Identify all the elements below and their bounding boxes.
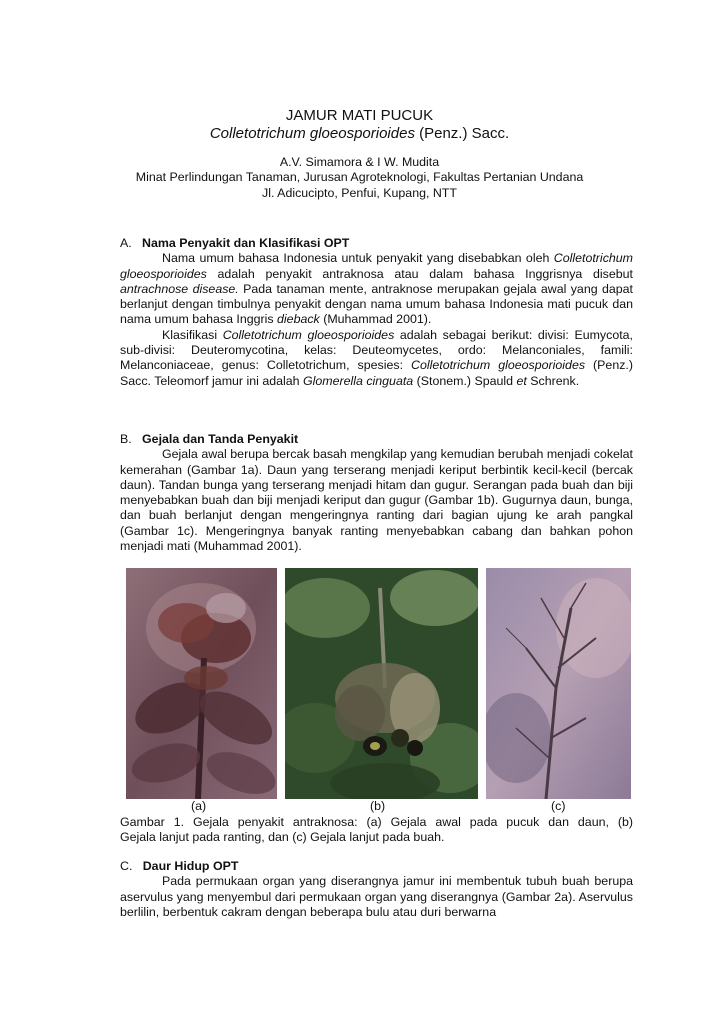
section-c-paragraph-1: Pada permukaan organ yang diserangnya jamur ini membentuk tubuh buah berupa aservulus yang menyembul dari permukaan organ yang diserangnya (Gambar 2a). Aservulus berlilin, berbentuk cakram dengan beberapa bulu atau duri berwarna xyxy=(120,874,633,919)
section-c-letter: C. xyxy=(120,859,133,873)
section-b-heading xyxy=(120,432,633,447)
italic-run: Colletotrichum gloeosporioides xyxy=(222,327,395,342)
text-run: Schrenk. xyxy=(526,373,580,388)
figure-1 xyxy=(0,568,719,800)
section-a xyxy=(120,236,633,389)
section-b-letter: B. xyxy=(120,432,132,446)
figure-label-a: (a) xyxy=(191,799,207,813)
figure-1b-photo xyxy=(285,568,478,799)
text-run: (Stonem.) Spauld xyxy=(413,373,517,388)
page-subtitle xyxy=(0,125,719,143)
author-address: Jl. Adicucipto, Penfui, Kupang, NTT xyxy=(262,185,457,200)
page-title: JAMUR MATI PUCUK xyxy=(285,107,434,124)
section-b-paragraph-1: Gejala awal berupa bercak basah mengkilap yang kemudian berubah menjadi cokelat kemerahan (Gambar 1a). Daun yang terserang menjadi keriput berbintik kecil-kecil (bercak daun). Tandan bunga yang terserang menjadi hitam dan gugur. Serangan pada buah dan biji menyebabkan buah dan biji menjadi keriput dan gugur (Gambar 1b). Gugurnya daun, bunga, dan buah berlanjut dengan mengeringnya ranting dari bagian ujung ke arah pangkal (Gambar 1c). Mengeringnya banyak ranting menyebabkan cabang dan bahkan pohon menjadi mati (Muhammad 2001). xyxy=(120,447,633,554)
twig-infection-image xyxy=(285,568,478,799)
text-run: adalah penyakit antraknosa atau dalam bahasa Inggrisnya disebut xyxy=(206,266,633,281)
section-c-title: Daur Hidup OPT xyxy=(142,859,239,873)
text-run: (Penz.) Sacc. Teleomorf jamur ini adalah xyxy=(120,358,633,388)
italic-run: Glomerella cinguata xyxy=(302,373,414,388)
figure-label-b: (b) xyxy=(370,799,386,813)
leaf-anthracnose-image xyxy=(126,568,277,799)
figure-caption-line-1: Gambar 1. Gejala penyakit antraknosa: (a) Gejala awal pada pucuk dan daun, (b) xyxy=(120,815,633,829)
text-run: Nama umum bahasa Indonesia untuk penyakit yang disebabkan oleh xyxy=(162,251,554,266)
section-a-heading xyxy=(120,236,633,251)
species-authority: (Penz.) Sacc. xyxy=(414,125,510,142)
figure-label-c: (c) xyxy=(551,799,566,813)
italic-run: Colletotrichum gloeosporioides xyxy=(120,251,633,281)
section-a-paragraph-2 xyxy=(120,328,633,389)
title-block xyxy=(0,107,719,143)
section-b xyxy=(120,432,633,554)
text-run: adalah sebagai berikut: divisi: Eumycota, sub-divisi: Deuteromycotina, kelas: Deuteomycetes, ordo: Melanconiales, famili: Melanconiaceae, genus: Colletotrichum, spesies: xyxy=(120,327,633,373)
text-run: (Muhammad 2001). xyxy=(319,312,432,327)
section-c-heading xyxy=(120,859,633,874)
author-affiliation: Minat Perlindungan Tanaman, Jurusan Agroteknologi, Fakultas Pertanian Undana xyxy=(135,170,584,185)
section-b-title: Gejala dan Tanda Penyakit xyxy=(142,432,299,446)
figure-caption-line-2: Gejala lanjut pada ranting, dan (c) Gejala lanjut pada buah. xyxy=(120,830,445,845)
species-name: Colletotrichum gloeosporioides xyxy=(209,125,415,142)
text-run: Pada tanaman mente, antraknose merupakan gejala awal yang dapat berlanjut dengan timbulnya penyakit dengan nama umum bahasa Indonesia mati pucuk dan nama umum bahasa Inggris xyxy=(120,281,634,327)
figure-1-panel-labels xyxy=(0,799,719,814)
section-a-title: Nama Penyakit dan Klasifikasi OPT xyxy=(142,236,350,250)
italic-run: Colletotrichum gloeosporioides xyxy=(411,358,586,373)
section-c xyxy=(120,859,633,920)
italic-run: et xyxy=(516,373,527,388)
fruit-anthracnose-image xyxy=(486,568,631,799)
section-a-paragraph-1 xyxy=(120,251,633,327)
author-block xyxy=(0,155,719,201)
figure-1c-photo xyxy=(486,568,631,799)
figure-1a-photo xyxy=(126,568,277,799)
figure-1-caption xyxy=(120,815,633,846)
author-names: A.V. Simamora & I W. Mudita xyxy=(279,155,440,169)
italic-run: dieback xyxy=(277,312,320,327)
text-run: Klasifikasi xyxy=(162,327,223,342)
italic-run: antrachnose disease. xyxy=(120,281,239,296)
section-a-letter: A. xyxy=(120,236,132,250)
